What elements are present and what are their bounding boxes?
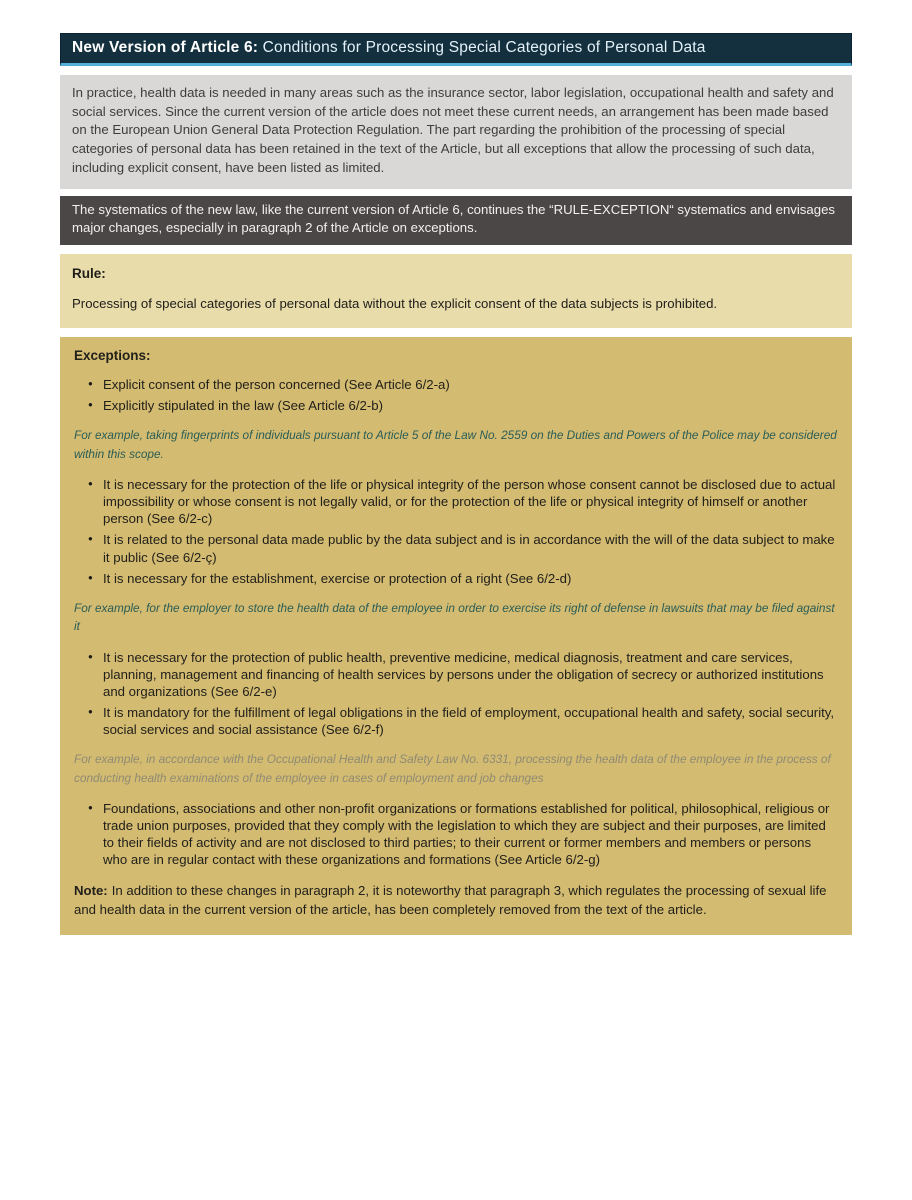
exception-item: ● It is related to the personal data made public by the data subject and is in accordance with the will of the data subject to make it public (See 6/2-ç)	[88, 531, 838, 565]
rule-box	[60, 254, 852, 328]
page-title-emphasis: New Version of Article 6:	[72, 39, 259, 56]
exceptions-list-public-health	[88, 649, 838, 739]
note-text: In addition to these changes in paragraph 2, it is noteworthy that paragraph 3, which regulates the processing of sexual life and health data in the current version of the article, has been completely removed from the text of the article.	[74, 883, 827, 917]
exceptions-heading: Exceptions:	[74, 348, 151, 364]
rule-heading: Rule:	[72, 265, 106, 281]
exception-item: ● It is mandatory for the fulfillment of legal obligations in the field of employment, occupational health and safety, social security, social services and social assistance (See 6/2-f)	[88, 704, 838, 738]
example-note-employer-defense: For example, for the employer to store the health data of the employee in order to exercise its right of defense in lawsuits that may be filed against it	[74, 600, 835, 634]
exceptions-list-life-integrity	[88, 476, 838, 587]
example-note-health-exams: For example, in accordance with the Occupational Health and Safety Law No. 6331, processing the health data of the employee in the process of conducting health examinations of the employee in cases of employment and job changes	[74, 752, 831, 785]
exceptions-box	[60, 337, 852, 935]
page-title: Conditions for Processing Special Categories of Personal Data	[262, 39, 706, 56]
note-paragraph	[74, 882, 838, 918]
example-note-fingerprints: For example, taking fingerprints of individuals pursuant to Article 5 of the Law No. 2559 on the Duties and Powers of the Police may be considered within this scope.	[74, 428, 837, 461]
note-label: Note:	[74, 883, 108, 899]
rule-text: Processing of special categories of personal data without the explicit consent of the data subjects is prohibited.	[72, 295, 718, 311]
exceptions-list-consent	[88, 376, 838, 414]
exception-item: ● Foundations, associations and other non-profit organizations or formations established for political, philosophical, religious or trade union purposes, provided that they comply with the legislation to which they are subject and their purposes, are limited to their fields of activity and are not disclosed to third parties; to their current or former members and members or persons who are in regular contact with these organizations and formations (See Article 6/2-g)	[88, 800, 838, 869]
exceptions-list-foundations	[88, 800, 838, 869]
exception-item: ● It is necessary for the establishment, exercise or protection of a right (See 6/2-d)	[88, 570, 838, 587]
intro-paragraph: In practice, health data is needed in many areas such as the insurance sector, labor legislation, occupational health and safety and social services. Since the current version of the article does not meet these current needs, an arrangement has been made based on the European Union General Data Protection Regulation. The part regarding the prohibition of the processing of special categories of personal data has been retained in the text of the Article, but all exceptions that allow the processing of such data, including explicit consent, have been listed as limited.	[72, 85, 834, 175]
document-content	[60, 33, 852, 935]
exception-item: ● Explicitly stipulated in the law (See Article 6/2-b)	[88, 397, 838, 414]
exception-item: ● Explicit consent of the person concerned (See Article 6/2-a)	[88, 376, 838, 393]
page-title-bar	[60, 33, 852, 66]
exception-item: ● It is necessary for the protection of public health, preventive medicine, medical diagnosis, treatment and care services, planning, management and financing of health services by persons under the obligation of secrecy or authorized institutions and organizations (See 6/2-e)	[88, 649, 838, 700]
exception-item: ● It is necessary for the protection of the life or physical integrity of the person whose consent cannot be disclosed due to actual impossibility or whose consent is not legally valid, or for the protection of the life or physical integrity of himself or another person (See 6/2-c)	[88, 476, 838, 527]
systematics-text: The systematics of the new law, like the current version of Article 6, continues the “RULE-EXCEPTION“ systematics and envisages major changes, especially in paragraph 2 of the Article on exceptions.	[72, 201, 835, 236]
intro-paragraph-box	[60, 75, 852, 189]
systematics-banner	[60, 196, 852, 245]
